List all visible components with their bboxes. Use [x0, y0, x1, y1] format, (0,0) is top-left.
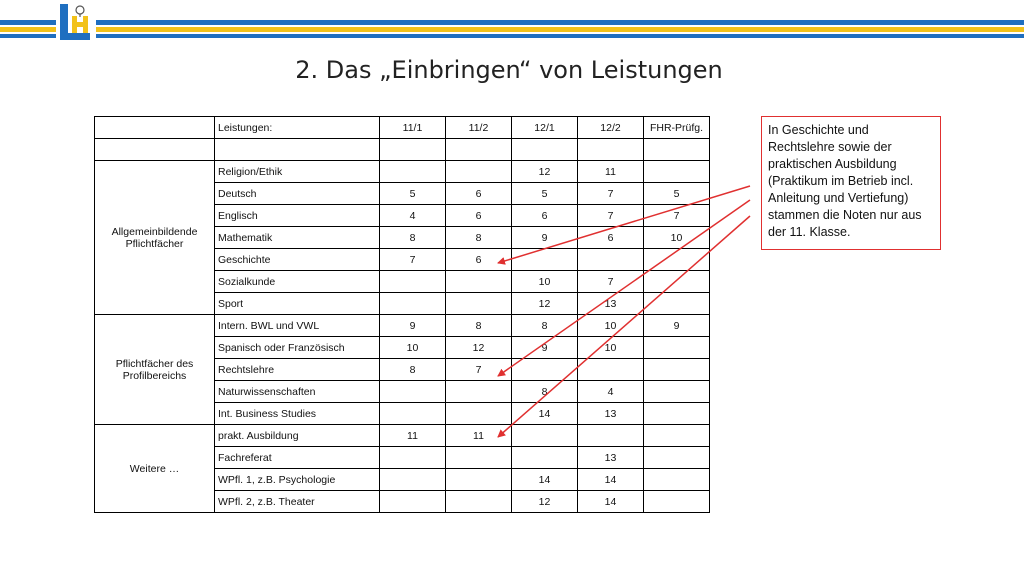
header-col-cell: 12/1 — [512, 117, 578, 139]
grade-cell: 9 — [380, 315, 446, 337]
subject-cell: Sport — [215, 293, 380, 315]
subject-cell: Rechtslehre — [215, 359, 380, 381]
grade-cell: 7 — [380, 249, 446, 271]
header-label-cell: Leistungen: — [215, 117, 380, 139]
grade-cell: 9 — [512, 337, 578, 359]
subject-cell: Englisch — [215, 205, 380, 227]
note-line: der 11. Klasse. — [768, 225, 851, 239]
grade-cell: 4 — [578, 381, 644, 403]
header-col-cell: FHR-Prüfg. — [644, 117, 710, 139]
grade-cell: 7 — [578, 205, 644, 227]
grade-cell: 7 — [644, 205, 710, 227]
subject-cell: Geschichte — [215, 249, 380, 271]
grade-cell: 6 — [446, 205, 512, 227]
grade-cell: 8 — [446, 315, 512, 337]
subject-cell: Deutsch — [215, 183, 380, 205]
grade-cell: 6 — [446, 249, 512, 271]
page-title: 2. Das „Einbringen“ von Leistungen — [295, 56, 723, 84]
group-name-cell: Allgemeinbildende Pflichtfächer — [95, 161, 215, 315]
group-name-cell: Weitere … — [95, 425, 215, 513]
subject-cell: Naturwissenschaften — [215, 381, 380, 403]
grade-cell: 6 — [578, 227, 644, 249]
grade-cell: 4 — [380, 205, 446, 227]
subject-cell: Religion/Ethik — [215, 161, 380, 183]
grade-cell: 9 — [644, 315, 710, 337]
grade-cell: 6 — [446, 183, 512, 205]
grade-cell: 7 — [578, 271, 644, 293]
grade-cell: 7 — [578, 183, 644, 205]
note-line: Rechtslehre sowie der — [768, 140, 892, 154]
note-box — [761, 116, 941, 250]
subject-cell: Spanisch oder Französisch — [215, 337, 380, 359]
note-line: stammen die Noten nur aus — [768, 208, 922, 222]
subject-cell: Intern. BWL und VWL — [215, 315, 380, 337]
grade-cell: 5 — [644, 183, 710, 205]
subject-cell: WPfl. 1, z.B. Psychologie — [215, 469, 380, 491]
subject-cell: prakt. Ausbildung — [215, 425, 380, 447]
subject-cell: Mathematik — [215, 227, 380, 249]
grade-cell: 14 — [578, 491, 644, 513]
grade-cell: 10 — [578, 337, 644, 359]
grade-cell: 14 — [578, 469, 644, 491]
grade-cell: 14 — [512, 469, 578, 491]
grade-cell: 13 — [578, 293, 644, 315]
grade-cell: 8 — [512, 315, 578, 337]
grade-cell: 8 — [380, 227, 446, 249]
grade-cell: 8 — [380, 359, 446, 381]
grade-cell: 9 — [512, 227, 578, 249]
arrow-to-rechtslehre — [498, 200, 750, 376]
grade-cell: 10 — [644, 227, 710, 249]
subject-cell: Sozialkunde — [215, 271, 380, 293]
grade-cell: 12 — [446, 337, 512, 359]
arrow-to-geschichte — [498, 186, 750, 263]
grade-cell: 8 — [446, 227, 512, 249]
grade-cell: 12 — [512, 161, 578, 183]
grade-cell: 11 — [380, 425, 446, 447]
header-col-cell: 11/1 — [380, 117, 446, 139]
note-line: Anleitung und Vertiefung) — [768, 191, 909, 205]
grade-cell: 10 — [380, 337, 446, 359]
grade-cell: 10 — [578, 315, 644, 337]
grade-cell: 12 — [512, 293, 578, 315]
header-col-cell: 12/2 — [578, 117, 644, 139]
grade-cell: 7 — [446, 359, 512, 381]
grade-cell: 11 — [578, 161, 644, 183]
grade-cell: 11 — [446, 425, 512, 447]
grade-cell: 14 — [512, 403, 578, 425]
grade-cell: 6 — [512, 205, 578, 227]
grade-cell: 12 — [512, 491, 578, 513]
note-line: praktischen Ausbildung — [768, 157, 897, 171]
grade-cell: 10 — [512, 271, 578, 293]
note-line: In Geschichte und — [768, 123, 869, 137]
subject-cell: WPfl. 2, z.B. Theater — [215, 491, 380, 513]
arrow-to-prakt-ausbildung — [498, 216, 750, 437]
grade-cell: 5 — [512, 183, 578, 205]
subject-cell: Int. Business Studies — [215, 403, 380, 425]
note-line: (Praktikum im Betrieb incl. — [768, 174, 914, 188]
header-col-cell: 11/2 — [446, 117, 512, 139]
grade-cell: 8 — [512, 381, 578, 403]
grade-cell: 5 — [380, 183, 446, 205]
grade-cell: 13 — [578, 447, 644, 469]
subject-cell: Fachreferat — [215, 447, 380, 469]
group-name-cell: Pflichtfächer des Profilbereichs — [95, 315, 215, 425]
grade-cell: 13 — [578, 403, 644, 425]
